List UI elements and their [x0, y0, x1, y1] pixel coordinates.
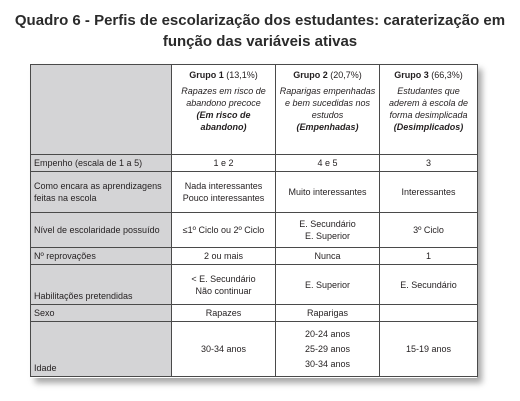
cell-line: Nada interessantes [184, 181, 263, 191]
group-2-pct: (20,7%) [330, 70, 362, 80]
group-3-pct: (66,3%) [431, 70, 463, 80]
group-1-header [172, 65, 276, 155]
cell-g2: Nunca [276, 248, 380, 265]
cell-line: E. Secundário [299, 219, 356, 229]
row-label: Como encara as aprendizagens feitas na escola [31, 172, 172, 213]
group-2-name: Grupo 2 [293, 70, 328, 80]
cell-g1: ≤1º Ciclo ou 2º Ciclo [172, 213, 276, 248]
cell-line: Não continuar [195, 285, 252, 296]
title-line-1: Quadro 6 - Perfis de escolarização dos estudantes: caraterização em [14, 12, 506, 29]
cell-line: 25-29 anos [304, 344, 351, 354]
cell-g1 [172, 172, 276, 213]
cell-g1 [172, 265, 276, 305]
group-3-desc: Estudantes que aderem à escola de forma desimplicada [388, 86, 469, 120]
cell-g1: 2 ou mais [172, 248, 276, 265]
cell-g2 [276, 213, 380, 248]
group-3-header [380, 65, 478, 155]
cell-g2: Muito interessantes [276, 172, 380, 213]
table-row [31, 213, 478, 248]
group-2-label: (Empenhadas) [296, 122, 359, 132]
cell-line: Pouco interessantes [182, 193, 265, 203]
table-title [0, 10, 520, 52]
table-row [31, 265, 478, 305]
header-row [31, 65, 478, 155]
table-row [31, 172, 478, 213]
cell-g3: 3º Ciclo [380, 213, 478, 248]
row-label: Empenho (escala de 1 a 5) [31, 155, 172, 172]
group-1-name: Grupo 1 [189, 70, 224, 80]
cell-g3: E. Secundário [380, 265, 478, 305]
cell-g2 [276, 322, 380, 377]
title-line-2: função das variáveis ativas [162, 33, 358, 50]
cell-g3: 1 [380, 248, 478, 265]
row-label: Habilitações pretendidas [31, 265, 172, 305]
header-corner-cell [31, 65, 172, 155]
row-label: Nível de escolaridade possuído [31, 213, 172, 248]
cell-line: E. Superior [304, 231, 351, 241]
group-2-desc: Raparigas empenhadas e bem sucedidas nos estudos [279, 86, 376, 120]
cell-g2: Raparigas [276, 305, 380, 322]
cell-g1: Rapazes [172, 305, 276, 322]
profiles-table [30, 64, 478, 377]
cell-line: < E. Secundário [191, 273, 256, 284]
group-1-label: (Em risco de abandono) [196, 110, 251, 132]
row-label: Nº reprovações [31, 248, 172, 265]
row-label: Sexo [31, 305, 172, 322]
cell-line: 20-24 anos [304, 329, 351, 339]
table-row [31, 248, 478, 265]
group-1-desc: Rapazes em risco de abandono precoce [181, 86, 266, 108]
cell-g3: 15-19 anos [380, 322, 478, 377]
cell-g3 [380, 305, 478, 322]
table-row [31, 155, 478, 172]
cell-g1: 1 e 2 [172, 155, 276, 172]
group-1-pct: (13,1%) [226, 70, 258, 80]
table-row [31, 305, 478, 322]
table-row [31, 322, 478, 377]
row-label: Idade [31, 322, 172, 377]
group-3-label: (Desimplicados) [393, 122, 464, 132]
cell-g2: 4 e 5 [276, 155, 380, 172]
cell-g1: 30-34 anos [172, 322, 276, 377]
cell-g2: E. Superior [276, 265, 380, 305]
group-2-header [276, 65, 380, 155]
cell-g3: Interessantes [380, 172, 478, 213]
cell-g3: 3 [380, 155, 478, 172]
group-3-name: Grupo 3 [394, 70, 429, 80]
cell-line: 30-34 anos [304, 359, 351, 369]
